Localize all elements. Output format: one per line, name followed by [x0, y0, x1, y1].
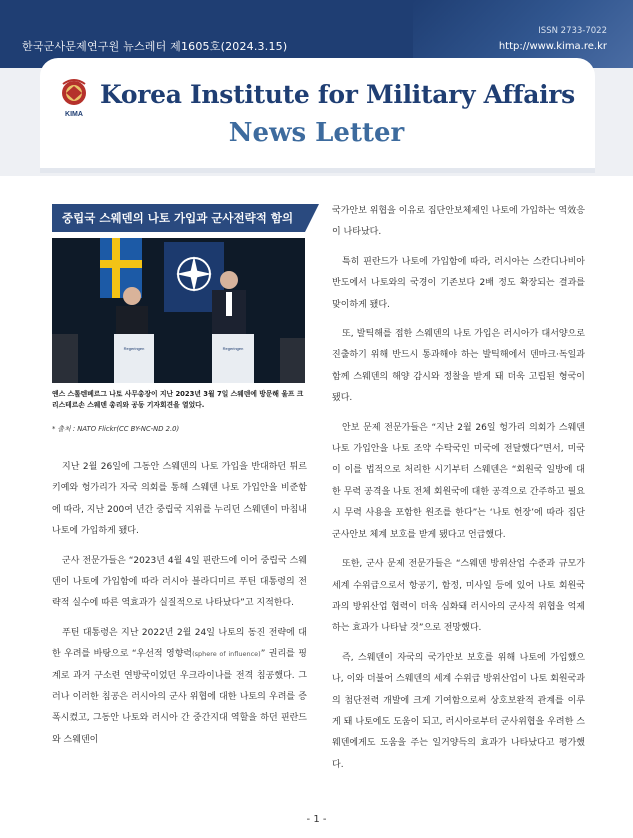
headline-bar — [52, 204, 305, 232]
newsletter-title: News Letter — [228, 118, 405, 148]
photo-caption: 옌스 스톨텐베르그 나토 사무총장이 지난 2023년 3월 7일 스웨덴에 방문해 울프 크리스테르손 스웨덴 총리와 공동 기자회견을 열었다. — [52, 390, 304, 409]
page-number: - 1 - — [306, 814, 327, 825]
paragraph: 국가안보 위협을 이유로 집단안보체제인 나토에 가입하는 역效응이 나타났다. — [332, 206, 585, 238]
article-headline: 중립국 스웨덴의 나토 가입과 군사전략적 함의 — [62, 211, 294, 225]
issue-line: 한국군사문제연구원 뉴스레터 제1605호(2024.3.15) — [22, 40, 288, 53]
logo-text: KIMA — [65, 111, 83, 118]
right-column — [332, 201, 585, 784]
institute-name: Korea Institute for Military Affairs — [100, 80, 575, 109]
issn-number: ISSN 2733-7022 — [538, 26, 607, 36]
paragraph: 지난 2월 26일에 그동안 스웨덴의 나토 가입을 반대하던 튀르키예와 헝가리가 자국 의회를 통해 스웨덴 나토 가입안을 비준함에 따라, 지난 200여 년간 중립국 지위를 누리던 스웨덴이 마침내 나토에 가입하게 됐다. — [52, 462, 307, 537]
headline-accent — [305, 204, 319, 232]
paragraph: 또한, 군사 문제 전문가들은 “스웨덴 방위산업 수준과 규모가 세계 수위급으로서 항공기, 함정, 미사일 등에 있어 나토 회원국과의 방위산업 협력이 더욱 심화돼 러시아의 군사적 위협을 억제하는 효과가 나타날 것”으로 전망했다. — [332, 559, 585, 634]
paragraph: 즉, 스웨덴이 자국의 국가안보 보호를 위해 나토에 가입했으나, 이와 더불어 스웨덴의 세계 수위급 방위산업이 나토 회원국과의 첨단전력 개발에 크게 기여함으로써 상호보완적 관계를 이루게 돼 나토에도 도움이 되고, 러시아로부터 군사위협을 우려한 스웨덴에게도 도움을 주는 일거양득의 효과가 나타났다고 평가했다. — [332, 652, 585, 770]
podium-label-right: Regeringen — [222, 346, 244, 351]
paragraph: 안보 문제 전문가들은 “지난 2월 26일 헝가리 의회가 스웨덴 나토 가입안을 나토 조약 수탁국인 미국에 전달했다”면서, 미국이 이를 법적으로 처리한 시기부터 스웨덴은 “회원국 일방에 대한 무력 공격을 나토 전체 회원국에 대한 공격으로 간주하고 필요시 무력 사용을 포함한 원조를 한다”는 ‘나토 헌장’에 따라 집단 군사안보 체계 보호를 받게 됐다고 언급했다. — [332, 422, 585, 540]
paragraph — [52, 623, 307, 751]
paragraph: 또, 발틱해를 접한 스웨덴의 나토 가입은 러시아가 대서양으로 진출하기 위해 반드시 통과해야 하는 발틱해에서 덴마크·독일과 함께 스웨덴의 해양 감시와 정찰을 받게 돼 더욱 고립된 형국이 됐다. — [332, 329, 585, 404]
photo-source: * 출처 : NATO Flickr(CC BY-NC-ND 2.0) — [52, 425, 180, 433]
paragraph: 특히 핀란드가 나토에 가입함에 따라, 러시아는 스칸디나비아반도에서 나토와의 국경이 기존보다 2배 정도 확장되는 결과를 맞이하게 됐다. — [332, 256, 585, 310]
paragraph: 군사 전문가들은 “2023년 4월 4일 핀란드에 이어 중립국 스웨덴이 나토에 가입함에 따라 러시아 블라디미르 푸틴 대통령의 전략적 실수에 따른 역효과가 실질적으로 나타났다”고 지적한다. — [52, 555, 307, 609]
paragraph-text: 푸틴 대통령은 지난 2022년 2월 24일 나토의 동진 전략에 대한 우려를 바탕으로 “우선적 영향력 — [52, 627, 307, 660]
kima-logo-icon — [60, 78, 88, 122]
press-conference-photo — [52, 238, 305, 383]
paragraph-text: ” 권리를 핑계로 과거 구소련 연방국이었던 우크라이나를 전격 침공했다. 그러나 이러한 침공은 러시아의 군사 위협에 대한 나토의 우려를 증폭시켰고, 그동안 나토와 러시아 간 중간지대 역할을 하던 핀란드와 스웨덴이 — [52, 649, 307, 745]
paragraph-note: (sphere of influence) — [192, 650, 261, 659]
masthead-card — [40, 58, 595, 173]
left-column — [52, 457, 307, 759]
podium-label-left: Regeringen — [123, 346, 145, 351]
website-url: http://www.kima.re.kr — [498, 41, 607, 52]
masthead-divider — [40, 168, 595, 173]
